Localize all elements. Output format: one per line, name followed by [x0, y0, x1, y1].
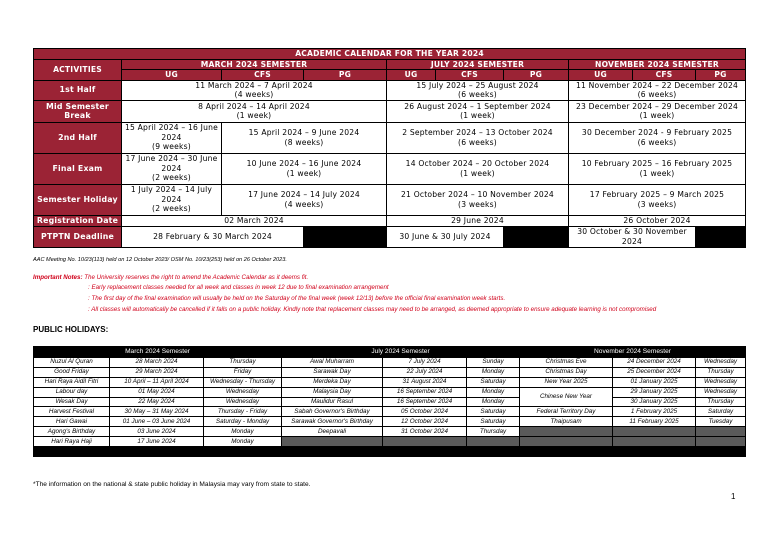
final-exam-november: 10 February 2025 – 16 February 2025 (1 week): [569, 153, 746, 184]
important-note-1: [33, 274, 308, 281]
sem-holiday-march-ug: 1 July 2024 – 14 July 2024 (2 weeks): [122, 184, 222, 215]
holiday-row: [34, 417, 746, 427]
holiday-cell: Thursday: [467, 427, 520, 437]
level-ug: UG: [569, 70, 633, 81]
holiday-cell: Monday: [467, 387, 520, 397]
holiday-cell: Monday: [467, 397, 520, 407]
activities-header: ACTIVITIES: [34, 59, 122, 80]
ptptn-november: 30 October & 30 November 2024: [569, 226, 696, 247]
final-exam-july: 14 October 2024 – 20 October 2024 (1 week): [387, 153, 569, 184]
semester-july-header: JULY 2024 SEMESTER: [387, 59, 569, 70]
holiday-row: [34, 358, 746, 368]
first-half-march: 11 March 2024 – 7 April 2024 (4 weeks): [122, 80, 387, 100]
holiday-cell: 01 January 2025: [613, 377, 696, 387]
empty-cell: [613, 427, 696, 437]
first-half-july: 15 July 2024 – 25 August 2024 (6 weeks): [387, 80, 569, 100]
holiday-cell: Sabah Governor's Birthday: [282, 407, 383, 417]
empty-cell: [520, 437, 613, 447]
important-note-2: : Early replacement classes needed for all week and classes in week 12 due to final examination arrangement: [88, 284, 389, 291]
holiday-cell: 29 March 2024: [110, 367, 204, 377]
holiday-cell: 16 September 2024: [383, 397, 467, 407]
holiday-cell: Christmas Day: [520, 367, 613, 377]
holiday-row: [34, 427, 746, 437]
level-pg: PG: [504, 70, 569, 81]
row-label-mid-break: Mid Semester Break: [34, 100, 122, 122]
row-label-first-half: 1st Half: [34, 80, 122, 100]
holiday-cell: 31 October 2024: [383, 427, 467, 437]
row-label-registration: Registration Date: [34, 215, 122, 226]
registration-july: 29 June 2024: [387, 215, 569, 226]
first-half-november: 11 November 2024 – 22 December 2024 (6 weeks): [569, 80, 746, 100]
holiday-cell: Thaipusam: [520, 417, 613, 427]
empty-cell: [613, 447, 696, 457]
mid-break-march: 8 April 2024 – 14 April 2024 (1 week): [122, 100, 387, 122]
holiday-cell: 28 March 2024: [110, 358, 204, 368]
holiday-row: [34, 367, 746, 377]
holiday-cell: 31 August 2024: [383, 377, 467, 387]
registration-november: 26 October 2024: [569, 215, 746, 226]
important-label: Important Notes:: [33, 274, 83, 281]
empty-cell: [696, 447, 746, 457]
holiday-row: [34, 377, 746, 387]
empty-cell: [467, 437, 520, 447]
registration-march: 02 March 2024: [122, 215, 387, 226]
empty-cell: [467, 447, 520, 457]
holiday-cell: 05 October 2024: [383, 407, 467, 417]
holiday-row: [34, 387, 746, 397]
holiday-cell: 11 February 2025: [613, 417, 696, 427]
sem-holiday-march-cfs-pg: 17 June 2024 – 14 July 2024 (4 weeks): [222, 184, 387, 215]
holiday-cell: Malaysia Day: [282, 387, 383, 397]
blank-cell: [504, 226, 569, 247]
footer-note: *The information on the national & state public holiday in Malaysia may vary from state to state.: [33, 481, 311, 488]
level-ug: UG: [387, 70, 436, 81]
level-cfs: CFS: [436, 70, 504, 81]
empty-cell: [110, 447, 204, 457]
second-half-november: 30 December 2024 - 9 February 2025 (6 weeks): [569, 122, 746, 153]
holiday-cell: 22 July 2024: [383, 367, 467, 377]
holiday-cell: Sunday: [467, 358, 520, 368]
holiday-cell: Federal Territory Day: [520, 407, 613, 417]
level-pg: PG: [696, 70, 746, 81]
holiday-cell: 03 June 2024: [110, 427, 204, 437]
semester-november-header: NOVEMBER 2024 SEMESTER: [569, 59, 746, 70]
important-note-3: : The first day of the final examination will usually be held on the Saturday of the final week (week 12/13) before the official final examination week starts.: [88, 295, 506, 302]
ptptn-july: 30 June & 30 July 2024: [387, 226, 504, 247]
holiday-cell: 17 June 2024: [110, 437, 204, 447]
empty-cell: [383, 437, 467, 447]
holiday-cell: Saturday: [467, 407, 520, 417]
mid-break-november: 23 December 2024 – 29 December 2024 (1 week): [569, 100, 746, 122]
sem-holiday-july: 21 October 2024 – 10 November 2024 (3 weeks): [387, 184, 569, 215]
holiday-cell: Friday: [204, 367, 282, 377]
holiday-cell: Thursday: [696, 367, 746, 377]
holiday-cell: Chinese New Year: [520, 387, 613, 407]
empty-cell: [204, 447, 282, 457]
holiday-cell: Sarawak Governor's Birthday: [282, 417, 383, 427]
meeting-note: AAC Meeting No. 10/23(113) held on 12 October 2023/ OSM No. 10/23(253) held on 26 October 2023.: [33, 257, 287, 263]
empty-cell: [696, 437, 746, 447]
empty-cell: [282, 447, 383, 457]
holiday-cell: 24 December 2024: [613, 358, 696, 368]
holiday-cell: 01 June – 03 June 2024: [110, 417, 204, 427]
level-cfs: CFS: [633, 70, 696, 81]
holiday-cell: Saturday: [467, 377, 520, 387]
important-note-4: : All classes will automatically be cancelled if it falls on a public holiday. Kindly note that replacement classes may need to be arranged, as deemed appropriate to ensure adequate learning is not compromised: [88, 306, 657, 313]
empty-cell: [383, 447, 467, 457]
holiday-cell: Saturday - Monday: [204, 417, 282, 427]
holiday-cell: 22 May 2024: [110, 397, 204, 407]
important-note-text: The University reserves the right to amend the Academic Calendar as it deems fit.: [84, 274, 309, 281]
holiday-cell: Wednesday: [204, 387, 282, 397]
holiday-march-header: March 2024 Semester: [34, 347, 282, 358]
academic-calendar-table: [33, 48, 746, 248]
holiday-cell: 30 January 2025: [613, 397, 696, 407]
row-label-final-exam: Final Exam: [34, 153, 122, 184]
holiday-cell: Wednesday: [696, 358, 746, 368]
holiday-row: [34, 407, 746, 417]
empty-cell: [696, 427, 746, 437]
row-label-semester-holiday: Semester Holiday: [34, 184, 122, 215]
ptptn-march: 28 February & 30 March 2024: [122, 226, 304, 247]
holiday-cell: Maulidur Rasul: [282, 397, 383, 407]
holiday-cell: Thursday: [696, 397, 746, 407]
level-ug: UG: [122, 70, 222, 81]
holiday-cell: Thursday - Friday: [204, 407, 282, 417]
holiday-row: [34, 437, 746, 447]
empty-cell: [613, 437, 696, 447]
row-label-ptptn: PTPTN Deadline: [34, 226, 122, 247]
row-label-second-half: 2nd Half: [34, 122, 122, 153]
holiday-cell: Christmas Eve: [520, 358, 613, 368]
holiday-cell: Hari Raya Aidil Fitri: [34, 377, 110, 387]
holiday-cell: Merdeka Day: [282, 377, 383, 387]
second-half-march-ug: 15 April 2024 – 16 June 2024 (9 weeks): [122, 122, 222, 153]
holiday-cell: Wednesday - Thursday: [204, 377, 282, 387]
blank-cell: [696, 226, 746, 247]
holiday-cell: Wesak Day: [34, 397, 110, 407]
public-holidays-heading: PUBLIC HOLIDAYS:: [33, 325, 109, 334]
holiday-row: [34, 447, 746, 457]
mid-break-july: 26 August 2024 – 1 September 2024 (1 week): [387, 100, 569, 122]
holiday-cell: Deepavali: [282, 427, 383, 437]
holiday-cell: 25 December 2024: [613, 367, 696, 377]
empty-cell: [520, 447, 613, 457]
holiday-november-header: November 2024 Semester: [520, 347, 746, 358]
holiday-cell: Wednesday: [696, 377, 746, 387]
empty-cell: [282, 437, 383, 447]
holiday-cell: 29 January 2025: [613, 387, 696, 397]
holiday-row: [34, 397, 746, 407]
empty-cell: [34, 447, 110, 457]
holidays-body: [34, 347, 746, 457]
holiday-cell: Agong's Birthday: [34, 427, 110, 437]
public-holidays-table: [33, 346, 746, 457]
level-pg: PG: [304, 70, 387, 81]
holiday-cell: Hari Raya Haji: [34, 437, 110, 447]
holiday-cell: Awal Muharram: [282, 358, 383, 368]
holiday-cell: Harvest Festival: [34, 407, 110, 417]
holiday-cell: Wednesday: [696, 387, 746, 397]
level-cfs: CFS: [222, 70, 304, 81]
holiday-cell: New Year 2025: [520, 377, 613, 387]
holiday-cell: Monday: [467, 367, 520, 377]
holiday-cell: Wednesday: [204, 397, 282, 407]
holiday-cell: Saturday: [696, 407, 746, 417]
holiday-cell: Nuzul Al Quran: [34, 358, 110, 368]
holiday-cell: 16 September 2024: [383, 387, 467, 397]
holiday-cell: 7 July 2024: [383, 358, 467, 368]
second-half-march-cfs-pg: 15 April 2024 – 9 June 2024 (8 weeks): [222, 122, 387, 153]
empty-cell: [520, 427, 613, 437]
holiday-cell: 1 February 2025: [613, 407, 696, 417]
blank-cell: [304, 226, 387, 247]
holiday-cell: Monday: [204, 437, 282, 447]
holiday-cell: 12 October 2024: [383, 417, 467, 427]
holiday-cell: Tuesday: [696, 417, 746, 427]
holiday-cell: Hari Gawai: [34, 417, 110, 427]
holiday-cell: Sarawak Day: [282, 367, 383, 377]
calendar-title: ACADEMIC CALENDAR FOR THE YEAR 2024: [34, 49, 746, 60]
holiday-cell: Labour day: [34, 387, 110, 397]
holiday-cell: Monday: [204, 427, 282, 437]
holiday-july-header: July 2024 Semester: [282, 347, 520, 358]
holiday-cell: Thursday: [204, 358, 282, 368]
page-number: 1: [731, 492, 736, 501]
holiday-cell: Saturday: [467, 417, 520, 427]
holiday-cell: 10 April – 11 April 2024: [110, 377, 204, 387]
holiday-cell: 01 May 2024: [110, 387, 204, 397]
semester-march-header: MARCH 2024 SEMESTER: [122, 59, 387, 70]
final-exam-march-ug: 17 June 2024 – 30 June 2024 (2 weeks): [122, 153, 222, 184]
final-exam-march-cfs-pg: 10 June 2024 – 16 June 2024 (1 week): [222, 153, 387, 184]
sem-holiday-november: 17 February 2025 – 9 March 2025 (3 weeks): [569, 184, 746, 215]
second-half-july: 2 September 2024 – 13 October 2024 (6 weeks): [387, 122, 569, 153]
holiday-cell: 30 May – 31 May 2024: [110, 407, 204, 417]
holiday-cell: Good Friday: [34, 367, 110, 377]
